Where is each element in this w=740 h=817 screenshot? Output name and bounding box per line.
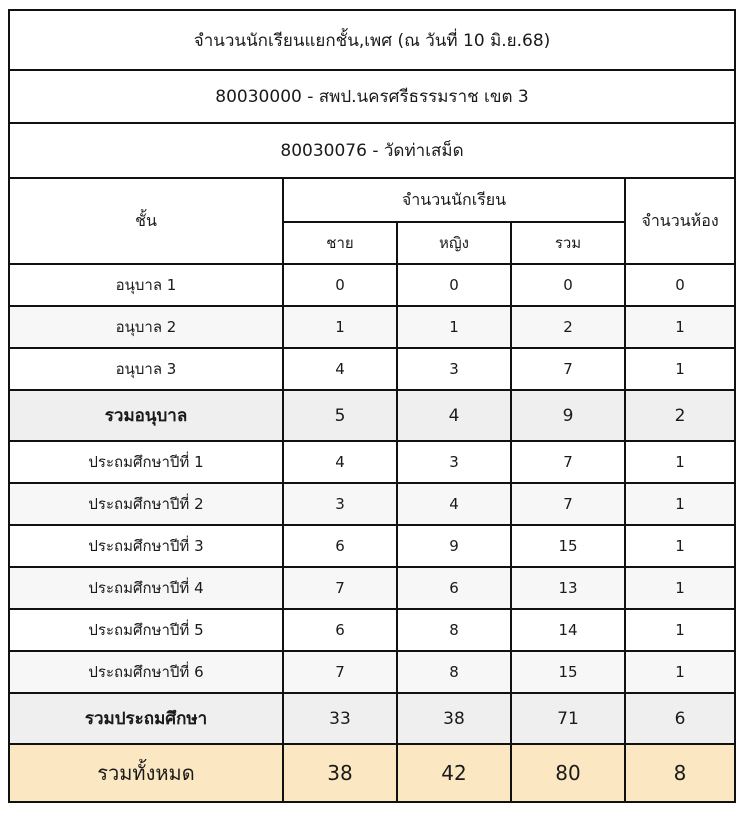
header-male: ชาย <box>283 222 397 264</box>
male-count: 38 <box>283 744 397 802</box>
female-count: 8 <box>397 651 511 693</box>
subtotal-label: รวมอนุบาล <box>9 390 283 441</box>
female-count: 9 <box>397 525 511 567</box>
total-count: 7 <box>511 483 625 525</box>
grade-label: ประถมศึกษาปีที่ 2 <box>9 483 283 525</box>
grade-label: ประถมศึกษาปีที่ 3 <box>9 525 283 567</box>
female-count: 4 <box>397 390 511 441</box>
total-count: 7 <box>511 441 625 483</box>
header-grade: ชั้น <box>9 178 283 264</box>
grade-label: ประถมศึกษาปีที่ 1 <box>9 441 283 483</box>
table-row <box>9 483 735 525</box>
total-count: 7 <box>511 348 625 390</box>
male-count: 7 <box>283 651 397 693</box>
area-row <box>9 70 735 123</box>
male-count: 7 <box>283 567 397 609</box>
total-count: 71 <box>511 693 625 744</box>
male-count: 3 <box>283 483 397 525</box>
grade-label: ประถมศึกษาปีที่ 6 <box>9 651 283 693</box>
female-count: 3 <box>397 441 511 483</box>
total-count: 2 <box>511 306 625 348</box>
total-count: 9 <box>511 390 625 441</box>
room-count: 1 <box>625 441 735 483</box>
student-count-table <box>8 9 736 803</box>
primary-total-row <box>9 693 735 744</box>
table-row <box>9 651 735 693</box>
header-rooms: จำนวนห้อง <box>625 178 735 264</box>
table-row <box>9 441 735 483</box>
total-count: 80 <box>511 744 625 802</box>
room-count: 8 <box>625 744 735 802</box>
room-count: 2 <box>625 390 735 441</box>
header-students: จำนวนนักเรียน <box>283 178 625 222</box>
table-row <box>9 348 735 390</box>
male-count: 4 <box>283 441 397 483</box>
female-count: 1 <box>397 306 511 348</box>
male-count: 6 <box>283 525 397 567</box>
room-count: 1 <box>625 483 735 525</box>
male-count: 5 <box>283 390 397 441</box>
female-count: 38 <box>397 693 511 744</box>
title-row <box>9 10 735 70</box>
female-count: 4 <box>397 483 511 525</box>
table-row <box>9 306 735 348</box>
school-row <box>9 123 735 178</box>
female-count: 0 <box>397 264 511 306</box>
male-count: 6 <box>283 609 397 651</box>
male-count: 1 <box>283 306 397 348</box>
total-count: 15 <box>511 525 625 567</box>
male-count: 0 <box>283 264 397 306</box>
female-count: 42 <box>397 744 511 802</box>
room-count: 1 <box>625 609 735 651</box>
room-count: 1 <box>625 651 735 693</box>
room-count: 6 <box>625 693 735 744</box>
school-name: 80030076 - วัดท่าเสม็ด <box>9 123 735 178</box>
subtotal-label: รวมประถมศึกษา <box>9 693 283 744</box>
grand-total-label: รวมทั้งหมด <box>9 744 283 802</box>
male-count: 33 <box>283 693 397 744</box>
room-count: 1 <box>625 525 735 567</box>
female-count: 6 <box>397 567 511 609</box>
grade-label: อนุบาล 2 <box>9 306 283 348</box>
area-office: 80030000 - สพป.นครศรีธรรมราช เขต 3 <box>9 70 735 123</box>
kindergarten-total-row <box>9 390 735 441</box>
grade-label: อนุบาล 3 <box>9 348 283 390</box>
grand-total-row <box>9 744 735 802</box>
male-count: 4 <box>283 348 397 390</box>
female-count: 3 <box>397 348 511 390</box>
room-count: 1 <box>625 348 735 390</box>
table-row <box>9 567 735 609</box>
report-title: จำนวนนักเรียนแยกชั้น,เพศ (ณ วันที่ 10 มิ.ย.68) <box>9 10 735 70</box>
grade-label: ประถมศึกษาปีที่ 4 <box>9 567 283 609</box>
table-row <box>9 264 735 306</box>
table-row <box>9 609 735 651</box>
total-count: 14 <box>511 609 625 651</box>
room-count: 1 <box>625 306 735 348</box>
grade-label: ประถมศึกษาปีที่ 5 <box>9 609 283 651</box>
total-count: 15 <box>511 651 625 693</box>
header-row-1 <box>9 178 735 222</box>
header-female: หญิง <box>397 222 511 264</box>
room-count: 0 <box>625 264 735 306</box>
room-count: 1 <box>625 567 735 609</box>
table-row <box>9 525 735 567</box>
female-count: 8 <box>397 609 511 651</box>
header-total: รวม <box>511 222 625 264</box>
total-count: 13 <box>511 567 625 609</box>
total-count: 0 <box>511 264 625 306</box>
grade-label: อนุบาล 1 <box>9 264 283 306</box>
